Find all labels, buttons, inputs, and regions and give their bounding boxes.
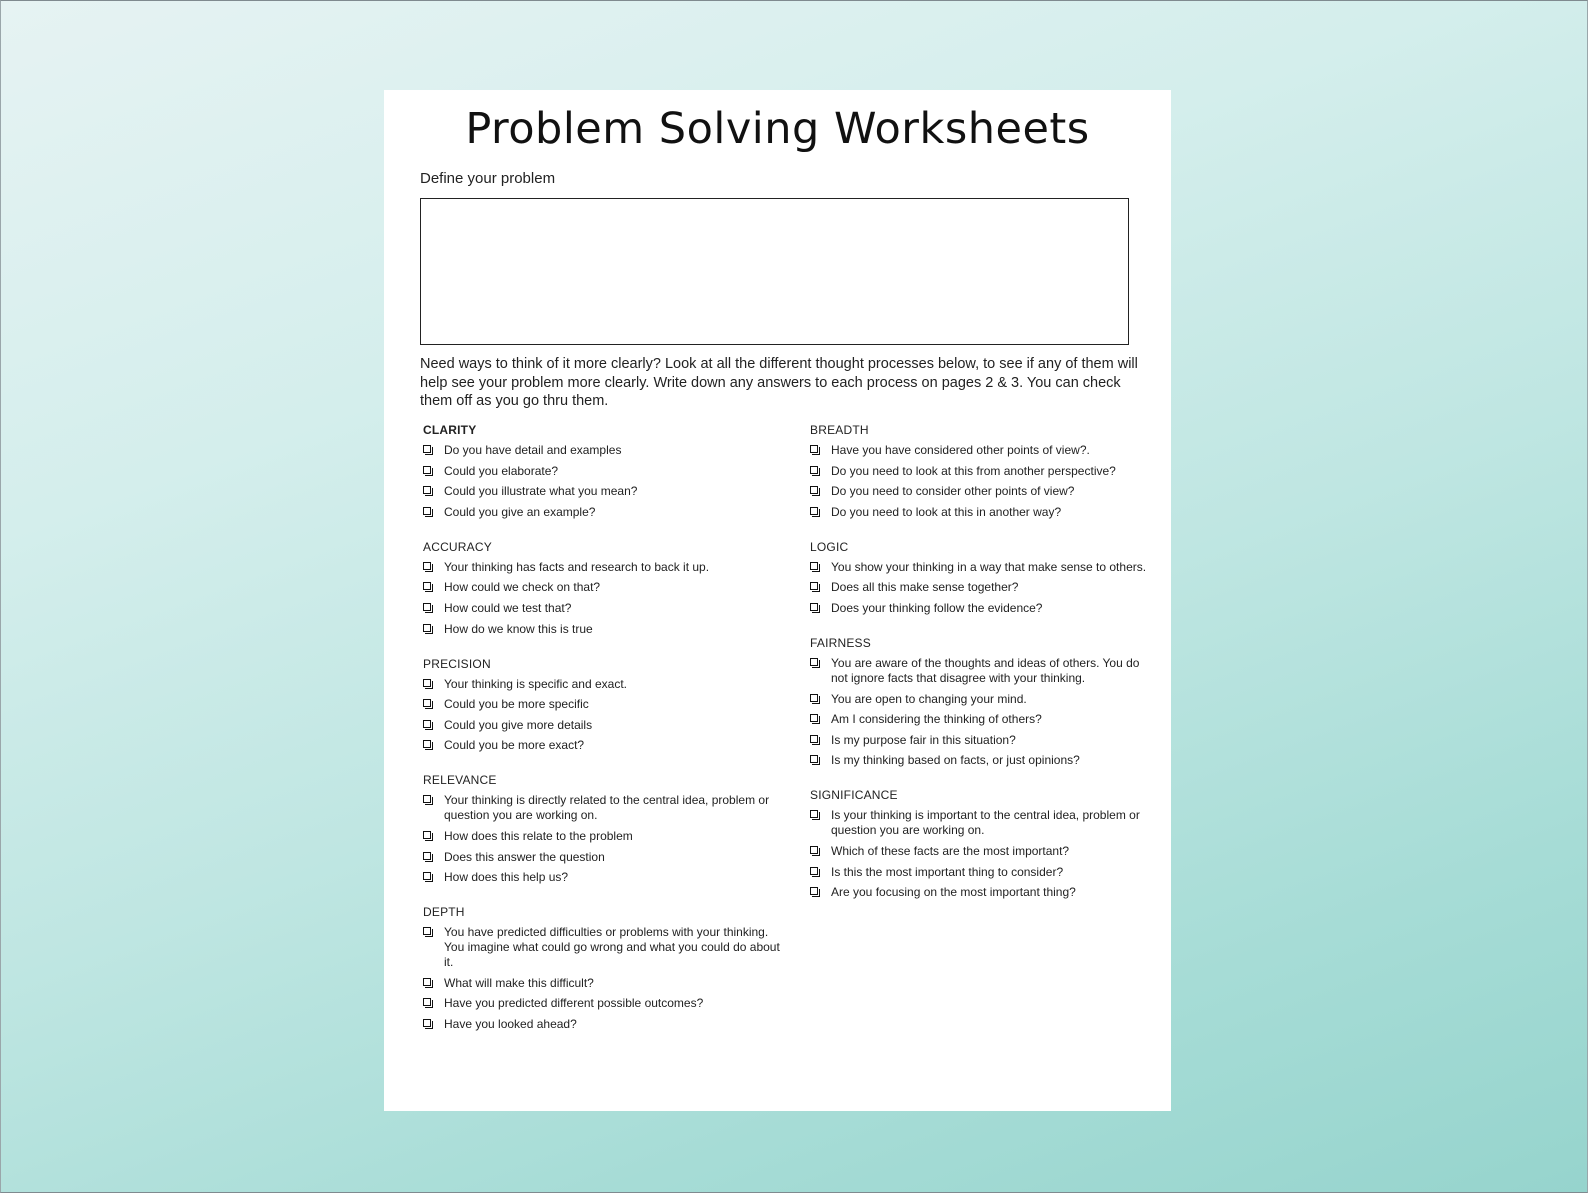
checkbox-icon[interactable]	[810, 735, 818, 743]
checkbox-icon[interactable]	[810, 562, 818, 570]
checkbox-icon[interactable]	[810, 445, 818, 453]
checkbox-icon[interactable]	[423, 1019, 431, 1027]
checklist-item	[423, 560, 783, 575]
checklist-item-text: Is my purpose fair in this situation?	[831, 732, 1016, 747]
checkbox-icon[interactable]	[423, 624, 431, 632]
section-title: PRECISION	[423, 656, 491, 671]
checkbox-icon[interactable]	[810, 846, 818, 854]
intro-text: Need ways to think of it more clearly? Look at all the different thought processes below, to see if any of them will help see your problem more clearly. Write down any answers to each process on pages 2 & 3. You can check them off as you go thru them.	[420, 356, 1138, 409]
checkbox-icon[interactable]	[423, 720, 431, 728]
checkbox-icon[interactable]	[423, 486, 431, 494]
checklist-item-text: Could you give more details	[444, 717, 593, 732]
define-problem-label: Define your problem	[420, 170, 556, 187]
checklist-item-text: You are aware of the thoughts and ideas of others. You do not ignore facts that disagree with your thinking.	[831, 655, 1140, 685]
checkbox-icon[interactable]	[423, 603, 431, 611]
checklist-item	[810, 443, 1155, 458]
page-title: Problem Solving Worksheets	[465, 104, 1090, 154]
checklist-item-text: Do you have detail and examples	[444, 443, 622, 457]
checkbox-icon[interactable]	[810, 466, 818, 474]
checklist-item	[810, 844, 1155, 859]
checklist-item-text: Is my thinking based on facts, or just opinions?	[831, 753, 1080, 768]
checklist-item-text: How does this relate to the problem	[444, 828, 633, 843]
checklist-item	[810, 808, 1155, 838]
checklist-item-text: You are open to changing your mind.	[831, 691, 1027, 706]
checkbox-icon[interactable]	[810, 582, 818, 590]
checklist-item	[810, 753, 1155, 768]
checklist-item	[423, 925, 783, 970]
checklist-item-text: Your thinking is specific and exact.	[444, 676, 627, 691]
checkbox-icon[interactable]	[423, 466, 431, 474]
checkbox-icon[interactable]	[810, 658, 818, 666]
worksheet-page	[384, 90, 1171, 1111]
checklist-item-text: Your thinking is directly related to the central idea, problem or question you are working on.	[444, 793, 770, 823]
checklist-item	[423, 976, 783, 991]
checkbox-icon[interactable]	[810, 714, 818, 722]
checklist-item-text: Do you need to consider other points of view?	[831, 484, 1075, 499]
checkbox-icon[interactable]	[810, 887, 818, 895]
checkbox-icon[interactable]	[423, 998, 431, 1006]
checklist-item-text: You show your thinking in a way that make sense to others.	[831, 559, 1147, 574]
section-title: BREADTH	[810, 423, 869, 437]
checklist-item	[423, 829, 783, 844]
checkbox-icon[interactable]	[423, 699, 431, 707]
checkbox-icon[interactable]	[423, 507, 431, 515]
checklist-item	[423, 870, 783, 885]
section-significance	[810, 788, 1155, 900]
checklist-item-text: Could you elaborate?	[444, 463, 559, 478]
checklist-item-text: Am I considering the thinking of others?	[831, 712, 1042, 727]
checkbox-icon[interactable]	[423, 582, 431, 590]
checkbox-icon[interactable]	[810, 755, 818, 763]
checklist-item-text: Is this the most important thing to consider?	[831, 864, 1064, 879]
checklist-item	[810, 505, 1155, 520]
checklist-item-text: Do you need to look at this in another way?	[831, 504, 1062, 519]
section-title: RELEVANCE	[423, 773, 497, 788]
checklist-item-text: How could we test that?	[444, 600, 572, 615]
checklist-item	[810, 464, 1155, 479]
checklist-item	[810, 865, 1155, 880]
checklist-item-text: How do we know this is true	[444, 621, 593, 636]
checklist-item-text: Could you illustrate what you mean?	[444, 484, 638, 499]
checkbox-icon[interactable]	[810, 810, 818, 818]
checkbox-icon[interactable]	[810, 507, 818, 515]
define-problem-box[interactable]	[420, 198, 1129, 345]
checklist-item	[423, 580, 783, 595]
checklist-item	[423, 484, 783, 499]
section-title: ACCURACY	[423, 539, 492, 554]
section-title: LOGIC	[810, 539, 849, 554]
checklist-item-text: Is your thinking is important to the central idea, problem or question you are working on.	[831, 808, 1140, 838]
checkbox-icon[interactable]	[810, 486, 818, 494]
checklist-item-text: Does your thinking follow the evidence?	[831, 600, 1043, 615]
checklist-item	[810, 560, 1155, 575]
right-column	[810, 423, 1155, 920]
checklist-item-text: Have you predicted different possible outcomes?	[444, 996, 704, 1011]
checkbox-icon[interactable]	[423, 679, 431, 687]
left-column	[423, 423, 783, 1052]
checklist-item	[423, 622, 783, 637]
checklist-item-text: How does this help us?	[444, 870, 569, 885]
checklist-item-text: Could you be more specific	[444, 697, 589, 712]
checklist-item-text: What will make this difficult?	[444, 975, 594, 990]
checklist-item-text: You have predicted difficulties or problems with your thinking. You imagine what could go wrong and what you could do about it.	[444, 925, 780, 970]
checklist-item	[423, 738, 783, 753]
checklist-item	[423, 1017, 783, 1032]
section-depth	[423, 905, 783, 1032]
checkbox-icon[interactable]	[423, 740, 431, 748]
section-fairness	[810, 636, 1155, 768]
checklist-item-text: Could you give an example?	[444, 504, 596, 519]
checklist-item-text: Have you looked ahead?	[444, 1016, 577, 1031]
checklist-item	[810, 580, 1155, 595]
checklist-item-text: Could you be more exact?	[444, 738, 585, 753]
checklist-item-text: Which of these facts are the most important?	[831, 843, 1070, 858]
section-precision	[423, 657, 783, 754]
section-relevance	[423, 773, 783, 885]
checklist-item-text: How could we check on that?	[444, 580, 601, 595]
checklist-item	[423, 505, 783, 520]
checklist-item	[423, 443, 783, 458]
checklist-item	[810, 484, 1155, 499]
section-title: CLARITY	[423, 423, 477, 437]
checklist-item-text: Are you focusing on the most important thing?	[831, 885, 1076, 900]
checklist-item	[810, 733, 1155, 748]
checkbox-icon[interactable]	[423, 562, 431, 570]
section-title: DEPTH	[423, 905, 465, 920]
section-clarity	[423, 423, 783, 520]
section-breadth	[810, 423, 1155, 520]
checklist-item	[423, 996, 783, 1011]
checklist-item	[423, 697, 783, 712]
checkbox-icon[interactable]	[423, 795, 431, 803]
checklist-item	[423, 677, 783, 692]
section-logic	[810, 540, 1155, 616]
checklist-item	[810, 656, 1155, 686]
checklist-item	[423, 464, 783, 479]
section-title: SIGNIFICANCE	[810, 788, 898, 803]
checkbox-icon[interactable]	[810, 694, 818, 702]
checkbox-icon[interactable]	[423, 872, 431, 880]
checkbox-icon[interactable]	[423, 445, 431, 453]
section-title: FAIRNESS	[810, 635, 871, 650]
checklist-item	[423, 718, 783, 733]
checklist-item	[423, 601, 783, 616]
checkbox-icon[interactable]	[423, 978, 431, 986]
checkbox-icon[interactable]	[423, 831, 431, 839]
section-accuracy	[423, 540, 783, 637]
checklist-item	[423, 850, 783, 865]
checklist-item	[810, 692, 1155, 707]
checkbox-icon[interactable]	[810, 603, 818, 611]
checklist-item	[810, 601, 1155, 616]
checkbox-icon[interactable]	[423, 852, 431, 860]
checkbox-icon[interactable]	[810, 867, 818, 875]
checklist-item-text: Your thinking has facts and research to back it up.	[444, 559, 710, 574]
checklist-item	[810, 712, 1155, 727]
checkbox-icon[interactable]	[423, 927, 431, 935]
checklist-item-text: Does all this make sense together?	[831, 580, 1019, 595]
checklist-item-text: Does this answer the question	[444, 849, 605, 864]
checklist-item-text: Have you have considered other points of view?.	[831, 443, 1090, 457]
checklist-item-text: Do you need to look at this from another perspective?	[831, 463, 1116, 478]
checklist-item	[423, 793, 783, 823]
checklist-item	[810, 885, 1155, 900]
